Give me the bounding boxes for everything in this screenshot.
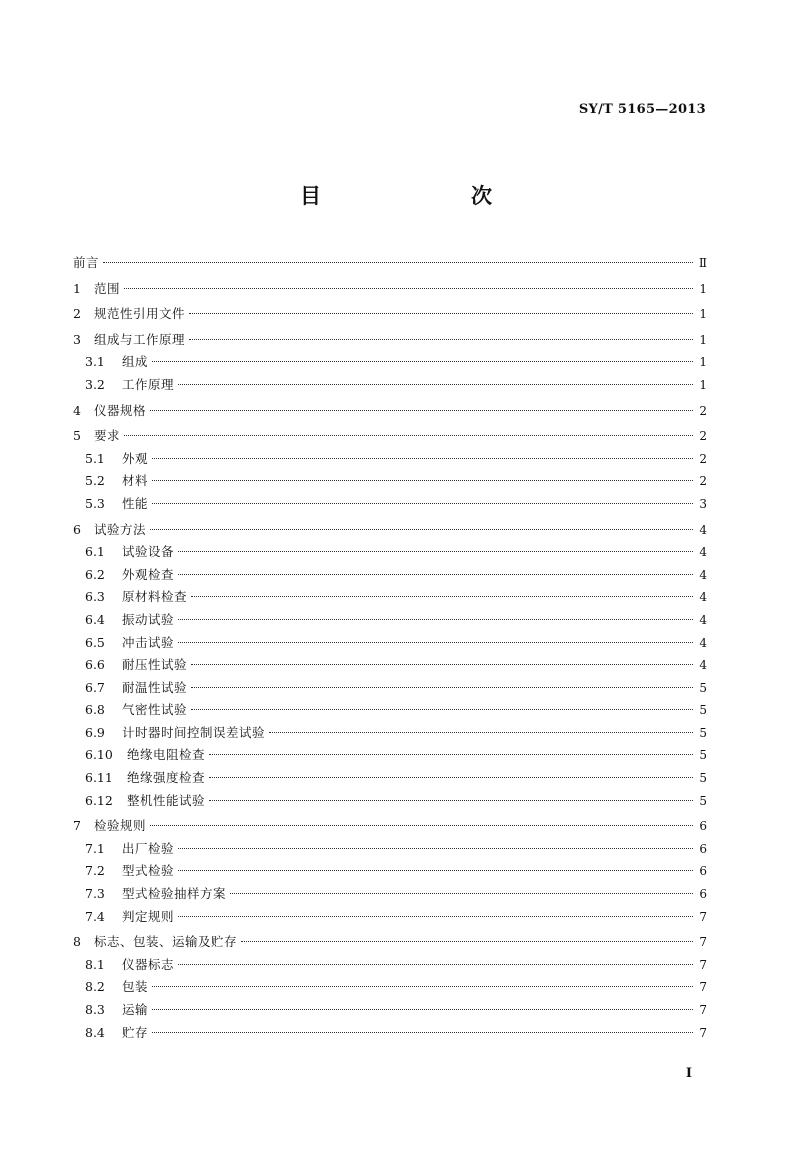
toc-entry-number: 6.4 xyxy=(85,611,105,627)
toc-entry-label: 绝缘强度检查 xyxy=(127,770,206,786)
dot-leader xyxy=(178,869,693,871)
toc-entry-page: 6 xyxy=(699,864,707,879)
toc-entry[interactable] xyxy=(73,677,707,700)
dot-leader xyxy=(178,641,693,643)
toc-entry[interactable] xyxy=(73,586,707,609)
dot-leader xyxy=(178,618,693,620)
toc-entry-number: 8 xyxy=(73,934,81,950)
toc-entry-number: 6.6 xyxy=(85,657,105,673)
dot-leader xyxy=(241,940,693,942)
toc-entry-label: 气密性试验 xyxy=(122,702,188,718)
toc-entry-page: 5 xyxy=(699,703,707,718)
toc-entry[interactable] xyxy=(73,699,707,722)
dot-leader xyxy=(178,383,693,385)
dot-leader xyxy=(269,731,693,733)
toc-entry-number: 5 xyxy=(73,428,81,444)
toc-entry-number: 4 xyxy=(73,402,81,418)
toc-entry[interactable] xyxy=(73,400,707,423)
toc-entry[interactable] xyxy=(73,1022,707,1045)
toc-entry-page: 2 xyxy=(699,403,707,418)
toc-entry[interactable] xyxy=(73,493,707,516)
toc-entry[interactable] xyxy=(73,790,707,813)
toc-entry-label: 试验方法 xyxy=(94,521,147,537)
toc-entry-number: 1 xyxy=(73,280,81,296)
toc-entry-label: 运输 xyxy=(122,1002,149,1017)
toc-entry-number: 3 xyxy=(73,331,81,347)
toc-entry-label: 振动试验 xyxy=(122,611,175,627)
dot-leader xyxy=(230,892,693,894)
toc-entry[interactable] xyxy=(73,374,707,397)
toc-entry-page: 6 xyxy=(699,887,707,902)
toc-entry-label: 仪器规格 xyxy=(94,402,147,418)
toc-entry[interactable] xyxy=(73,931,707,954)
toc-entry-page: 5 xyxy=(699,748,707,763)
toc-entry[interactable] xyxy=(73,744,707,767)
toc-entry-number: 5.2 xyxy=(85,473,105,489)
toc-entry-number: 7.4 xyxy=(85,908,105,924)
toc-entry-label: 要求 xyxy=(94,428,121,444)
dot-leader xyxy=(152,985,693,987)
toc-entry-number: 7.3 xyxy=(85,886,105,902)
toc-entry[interactable] xyxy=(73,351,707,374)
toc-entry-label: 试验设备 xyxy=(122,544,175,560)
dot-leader xyxy=(150,528,693,530)
toc-entry[interactable] xyxy=(73,329,707,352)
toc-entry-label: 包装 xyxy=(122,979,149,995)
dot-leader xyxy=(189,338,693,340)
table-of-contents xyxy=(73,252,707,1044)
dot-leader xyxy=(191,595,693,597)
toc-entry-number: 8.2 xyxy=(85,979,105,995)
toc-entry-label: 整机性能试验 xyxy=(127,792,206,808)
toc-entry[interactable] xyxy=(73,976,707,999)
toc-entry-page: 7 xyxy=(699,1003,707,1017)
toc-entry-page: 4 xyxy=(699,567,707,582)
toc-entry-number: 6.7 xyxy=(85,679,105,695)
toc-entry-number: 7.1 xyxy=(85,840,105,856)
dot-leader xyxy=(178,573,693,575)
toc-entry-number: 8.3 xyxy=(85,1002,105,1017)
toc-entry-number: 6.9 xyxy=(85,724,105,740)
dot-leader xyxy=(178,963,693,965)
toc-entry-page: 4 xyxy=(699,522,707,537)
toc-entry-page: 7 xyxy=(699,1025,707,1040)
dot-leader xyxy=(191,686,693,688)
toc-entry-label: 标志、包装、运输及贮存 xyxy=(94,934,238,950)
toc-entry-page: 1 xyxy=(699,377,707,392)
toc-entry[interactable] xyxy=(73,541,707,564)
toc-entry-page: Ⅱ xyxy=(698,256,707,270)
toc-entry[interactable] xyxy=(73,815,707,838)
toc-entry-page: 4 xyxy=(699,635,707,650)
toc-entry-number: 6.3 xyxy=(85,589,105,605)
page-folio: I xyxy=(685,1066,692,1081)
dot-leader xyxy=(152,479,693,481)
toc-entry[interactable] xyxy=(73,654,707,677)
toc-entry[interactable] xyxy=(73,448,707,471)
toc-entry[interactable] xyxy=(73,425,707,448)
toc-entry-page: 7 xyxy=(699,980,707,995)
toc-entry[interactable] xyxy=(73,609,707,632)
page-title: 目 次 xyxy=(300,183,528,208)
dot-leader xyxy=(209,799,693,801)
toc-entry-label: 仪器标志 xyxy=(122,956,175,972)
dot-leader xyxy=(150,409,693,411)
dot-leader xyxy=(178,847,693,849)
dot-leader xyxy=(178,915,693,917)
toc-entry-number: 6 xyxy=(73,521,81,537)
dot-leader xyxy=(209,753,693,755)
toc-entry[interactable] xyxy=(73,906,707,929)
toc-entry-number: 5.1 xyxy=(85,450,105,466)
toc-entry[interactable] xyxy=(73,954,707,977)
toc-entry-label: 计时器时间控制误差试验 xyxy=(122,724,266,740)
dot-leader xyxy=(124,434,693,436)
toc-entry-label: 型式检验 xyxy=(122,863,175,879)
dot-leader xyxy=(178,550,693,552)
dot-leader xyxy=(191,708,693,710)
toc-entry-label: 冲击试验 xyxy=(122,634,175,650)
toc-entry-label: 耐温性试验 xyxy=(122,679,188,695)
dot-leader xyxy=(209,776,693,778)
toc-entry[interactable] xyxy=(73,722,707,745)
toc-entry-page: 6 xyxy=(699,841,707,856)
toc-entry[interactable] xyxy=(73,252,707,275)
toc-entry-number: 5.3 xyxy=(85,495,105,511)
toc-entry-label: 性能 xyxy=(122,495,149,511)
toc-entry[interactable] xyxy=(73,564,707,587)
toc-entry-label: 规范性引用文件 xyxy=(94,306,186,322)
toc-entry-number: 7 xyxy=(73,818,81,834)
toc-entry-page: 4 xyxy=(699,612,707,627)
toc-entry-label: 出厂检验 xyxy=(122,840,175,856)
dot-leader xyxy=(189,312,693,314)
toc-entry-page: 2 xyxy=(699,474,707,489)
toc-entry-page: 3 xyxy=(699,496,707,511)
dot-leader xyxy=(191,663,693,665)
dot-leader xyxy=(152,457,693,459)
toc-entry[interactable] xyxy=(73,470,707,493)
toc-entry-label: 耐压性试验 xyxy=(122,657,188,673)
toc-entry-label: 判定规则 xyxy=(122,908,175,924)
toc-entry-label: 材料 xyxy=(122,473,149,489)
toc-entry-number: 3.2 xyxy=(85,376,105,392)
toc-entry[interactable] xyxy=(73,278,707,301)
dot-leader xyxy=(103,261,693,263)
toc-entry-page: 4 xyxy=(699,545,707,560)
toc-entry-label: 组成与工作原理 xyxy=(94,331,186,347)
toc-entry-page: 4 xyxy=(699,658,707,673)
toc-entry-page: 6 xyxy=(699,819,707,834)
toc-entry-page: 7 xyxy=(699,935,707,950)
toc-entry-page: 5 xyxy=(699,771,707,786)
toc-entry-page: 7 xyxy=(699,909,707,924)
toc-entry-page: 7 xyxy=(699,957,707,972)
toc-entry-page: 2 xyxy=(699,429,707,444)
dot-leader xyxy=(152,502,693,504)
toc-entry-number: 6.10 xyxy=(85,747,113,763)
standard-code: SY/T 5165—2013 xyxy=(578,102,706,117)
toc-entry-number: 6.2 xyxy=(85,566,105,582)
toc-entry-page: 5 xyxy=(699,793,707,808)
toc-entry-number: 7.2 xyxy=(85,863,105,879)
toc-entry[interactable] xyxy=(73,883,707,906)
toc-entry[interactable] xyxy=(73,519,707,542)
toc-entry-label: 工作原理 xyxy=(122,376,175,392)
toc-entry-page: 1 xyxy=(699,332,707,347)
toc-entry-label: 原材料检查 xyxy=(122,589,188,605)
toc-entry-number: 6.11 xyxy=(85,770,113,786)
dot-leader xyxy=(124,287,693,289)
toc-entry[interactable] xyxy=(73,860,707,883)
toc-entry-page: 4 xyxy=(699,590,707,605)
toc-entry-label: 组成 xyxy=(122,354,149,370)
toc-entry-label: 外观检查 xyxy=(122,566,175,582)
toc-entry-number: 6.8 xyxy=(85,702,105,718)
toc-entry-page: 1 xyxy=(699,355,707,370)
toc-entry-page: 1 xyxy=(699,307,707,322)
toc-entry-label: 贮存 xyxy=(122,1024,149,1040)
toc-entry-page: 2 xyxy=(699,451,707,466)
toc-entry-label: 检验规则 xyxy=(94,818,147,834)
toc-entry[interactable] xyxy=(73,767,707,790)
toc-entry[interactable] xyxy=(73,632,707,655)
dot-leader xyxy=(152,1031,693,1033)
toc-entry-page: 5 xyxy=(699,680,707,695)
toc-entry-number: 8.1 xyxy=(85,956,105,972)
toc-entry-page: 5 xyxy=(699,725,707,740)
toc-entry-number: 6.12 xyxy=(85,792,113,808)
toc-entry-number: 6.1 xyxy=(85,544,105,560)
dot-leader xyxy=(152,1008,693,1010)
toc-entry-number: 2 xyxy=(73,306,81,322)
dot-leader xyxy=(152,360,693,362)
toc-entry-label: 前言 xyxy=(73,255,100,270)
toc-entry[interactable] xyxy=(73,303,707,326)
toc-entry-number: 8.4 xyxy=(85,1024,105,1040)
toc-entry-page: 1 xyxy=(699,281,707,296)
toc-entry-label: 外观 xyxy=(122,450,149,466)
toc-entry[interactable] xyxy=(73,999,707,1022)
toc-entry-label: 型式检验抽样方案 xyxy=(122,886,227,902)
toc-entry-label: 范围 xyxy=(94,280,121,296)
toc-entry-number: 3.1 xyxy=(85,354,105,370)
toc-entry-number: 6.5 xyxy=(85,634,105,650)
toc-entry[interactable] xyxy=(73,838,707,861)
toc-entry-label: 绝缘电阻检查 xyxy=(127,747,206,763)
dot-leader xyxy=(150,824,693,826)
